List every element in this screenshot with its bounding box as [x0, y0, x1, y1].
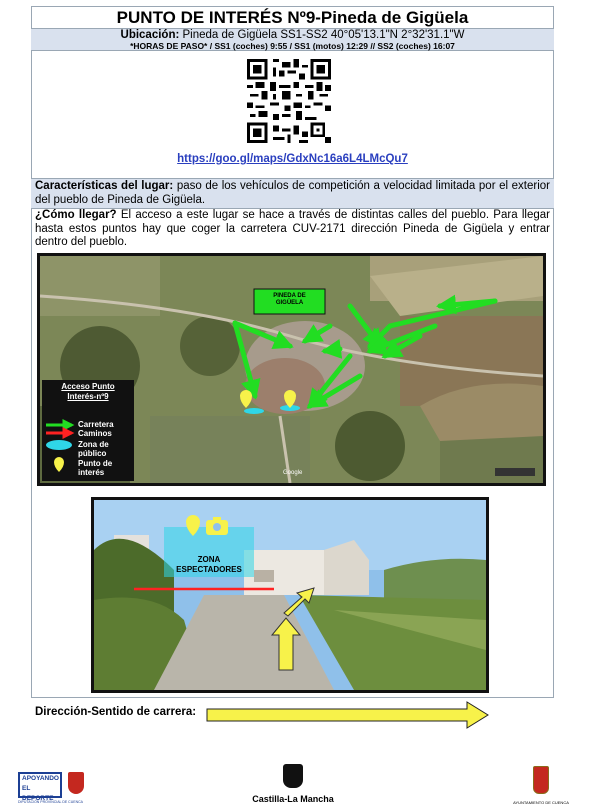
legend-title — [42, 382, 134, 402]
location-label: Ubicación: — [120, 29, 180, 41]
pass-times: *HORAS DE PASO* / SS1 (coches) 9:55 / SS1 (motos) 12:29 // SS2 (coches) 16:07 — [130, 41, 455, 51]
how-to-arrive-text: El acceso a este lugar se hace a través de distintas calles del pueblo. Para llegar hasta estos puntos hay que coger la carretera CUV-2171 dirección Pineda de Gigüela y entrar dentro del pueblo. — [35, 209, 550, 248]
legend-poi-1: Punto de — [78, 459, 113, 468]
qr-section — [31, 51, 554, 179]
legend-items — [78, 420, 114, 477]
qr-code[interactable] — [247, 59, 331, 143]
city-shield-icon — [533, 766, 549, 794]
map-watermark: Google — [283, 470, 303, 476]
legend-poi-2: interés — [78, 468, 105, 477]
city-council-logo — [500, 766, 582, 808]
location-band — [31, 29, 554, 51]
satellite-map — [37, 253, 546, 486]
street-photo-image — [94, 500, 486, 690]
place-label — [254, 293, 325, 307]
place-label-line1: PINEDA DE — [273, 293, 306, 299]
sponsor-left-line2: EL DEPORTE — [22, 785, 54, 802]
legend-public-zone-1: Zona de — [78, 440, 109, 449]
sponsor-left-text — [18, 772, 62, 802]
legend-title-line2: Interés-nº9 — [67, 392, 109, 401]
sponsor-left-line1: APOYANDO — [22, 775, 59, 782]
region-crest-icon — [283, 764, 303, 788]
province-shield-icon — [68, 772, 84, 794]
region-logo — [248, 764, 338, 808]
legend-road: Carretera — [78, 420, 114, 429]
features-label: Características del lugar: — [35, 180, 174, 192]
footer — [0, 760, 591, 809]
sponsor-left-logo — [18, 772, 92, 804]
place-label-line2: GIGÜELA — [275, 300, 304, 306]
map-legend — [42, 382, 134, 477]
race-direction-arrow — [205, 700, 490, 730]
features-band — [31, 179, 554, 209]
race-direction-label: Dirección-Sentido de carrera: — [35, 706, 197, 718]
legend-public-zone-2: público — [78, 449, 107, 458]
city-council-name: AYUNTAMIENTO DE CUENCA — [513, 800, 569, 805]
legend-title-line1: Acceso Punto — [61, 382, 115, 391]
maps-link[interactable]: https://goo.gl/maps/GdxNc16a6L4LMcQu7 — [177, 153, 408, 165]
features-text: paso de los vehículos de competición a velocidad limitada por el exterior del pueblo de Pineda de Gigüela. — [35, 180, 551, 206]
how-to-arrive — [35, 209, 550, 250]
spectator-zone-line2: ESPECTADORES — [176, 565, 242, 574]
spectator-zone-line1: ZONA — [197, 555, 221, 564]
page-title: PUNTO DE INTERÉS Nº9-Pineda de Gigüela — [31, 6, 554, 29]
how-to-arrive-label: ¿Cómo llegar? — [35, 209, 117, 221]
sponsor-left-line3: DIPUTACIÓN PROVINCIAL DE CUENCA — [18, 800, 83, 804]
region-name: Castilla-La Mancha — [252, 794, 334, 804]
location-text: Pineda de Gigüela SS1-SS2 40°05'13.1"N 2°32'31.1"W — [182, 29, 465, 41]
location-line — [31, 29, 554, 41]
legend-paths: Caminos — [78, 429, 112, 438]
spectator-zone-label — [169, 555, 249, 575]
satellite-map-image — [40, 256, 543, 483]
street-photo — [91, 497, 489, 693]
